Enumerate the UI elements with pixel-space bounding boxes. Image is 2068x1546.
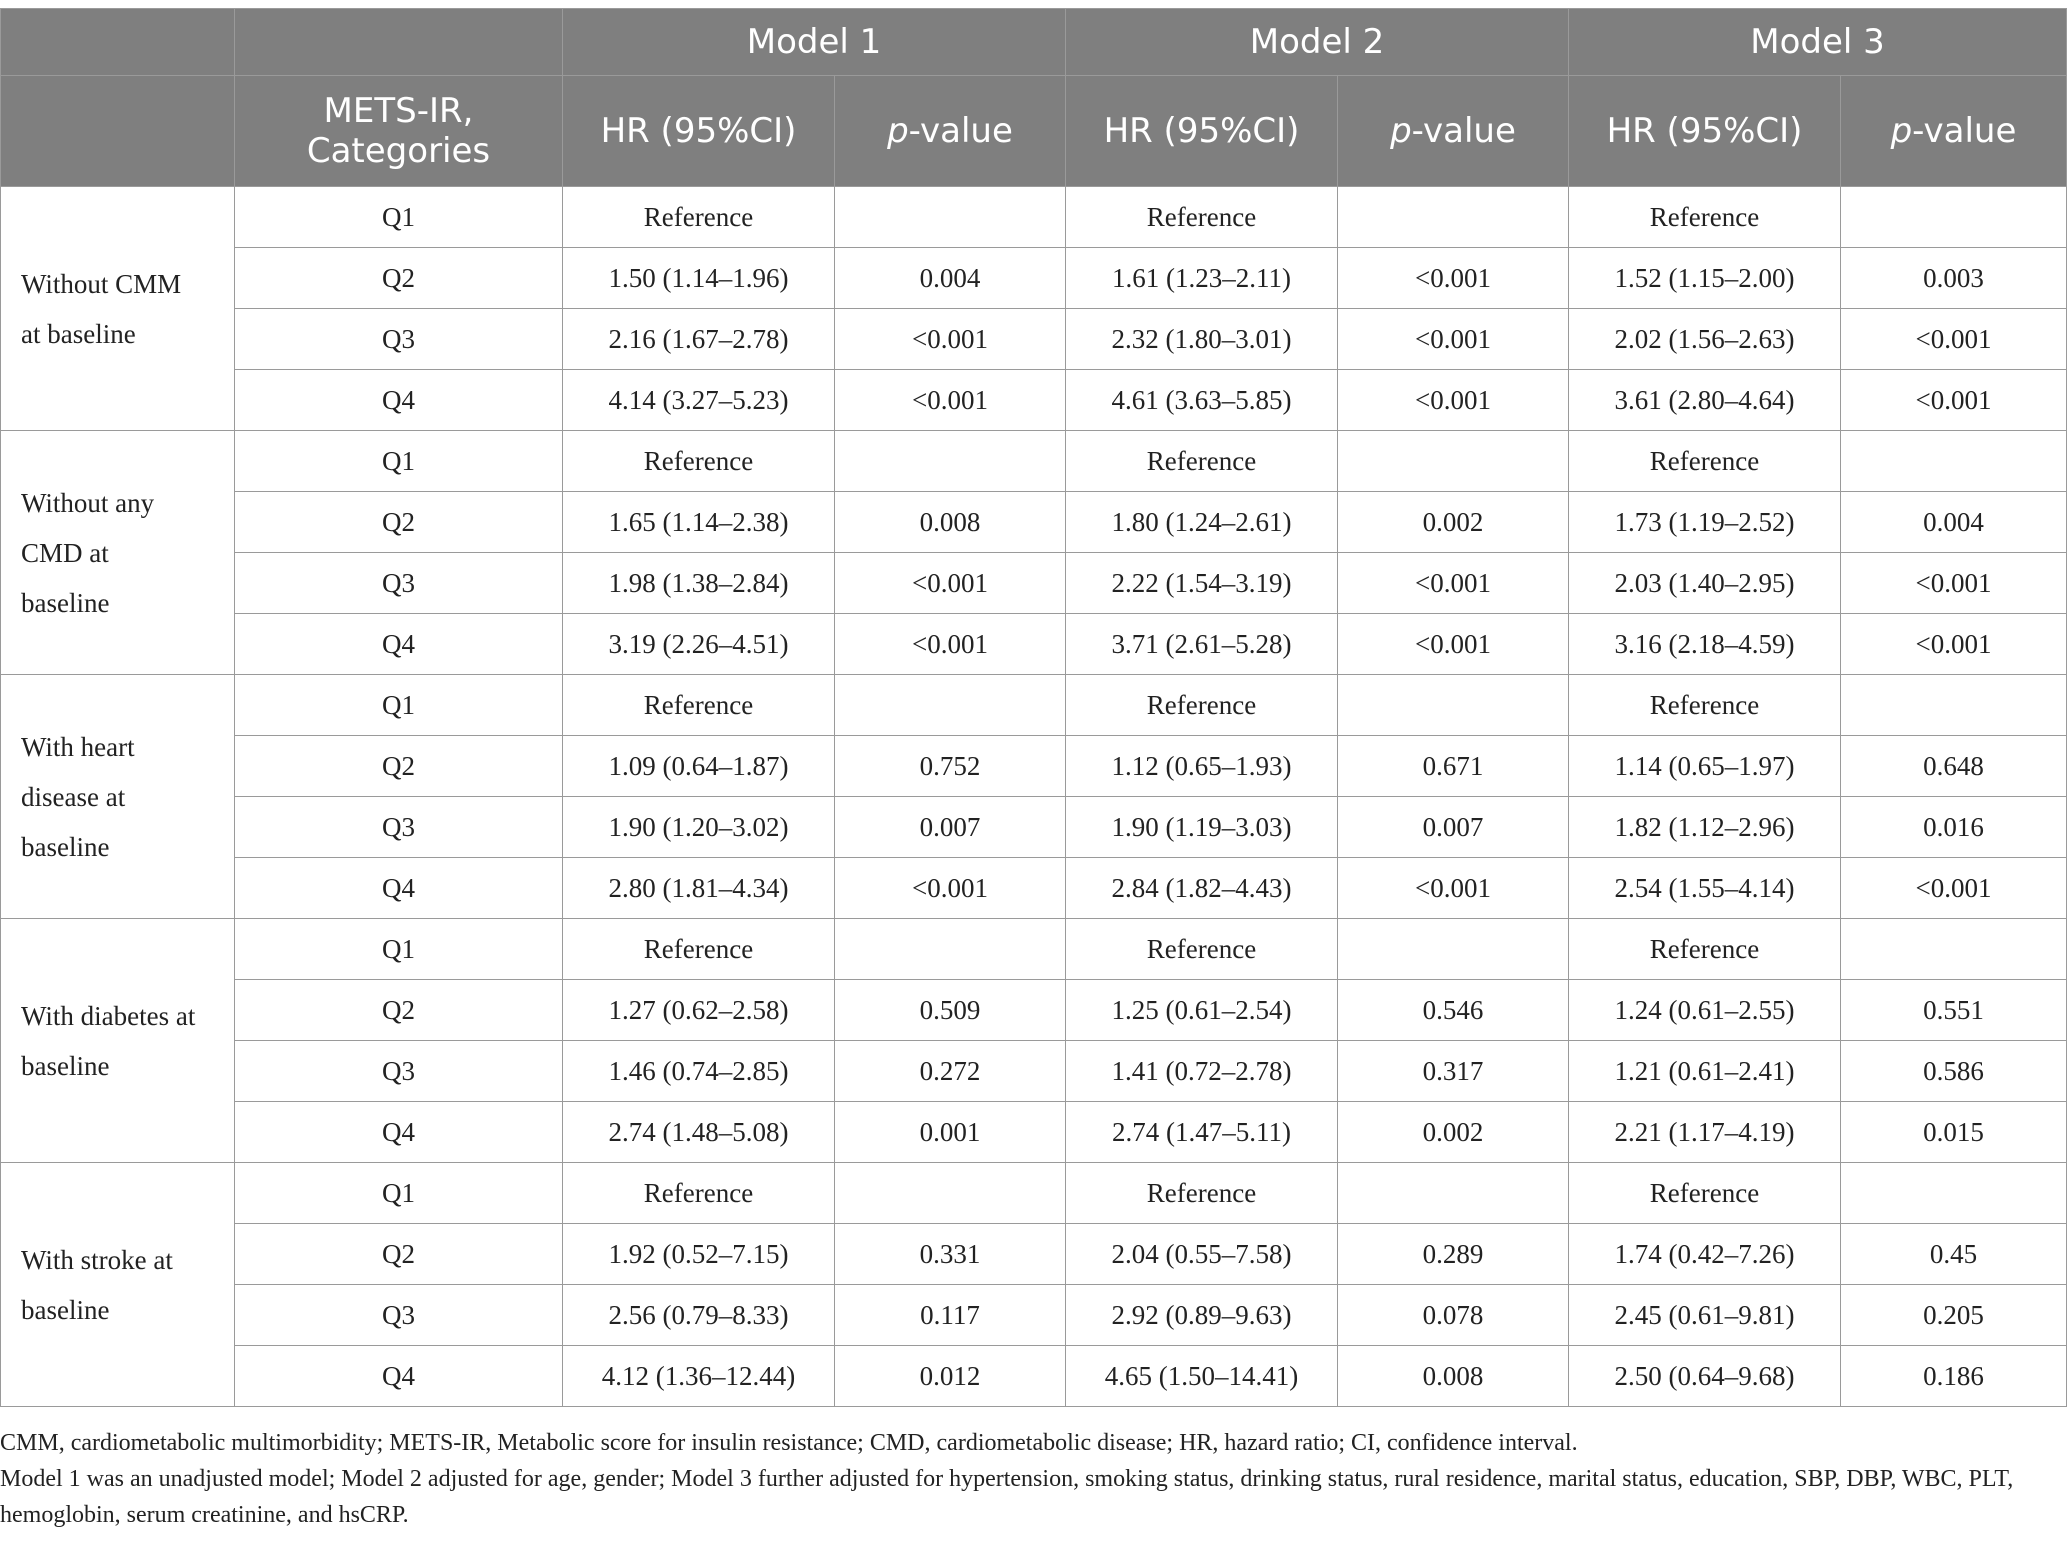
header-model-2: Model 2 bbox=[1066, 9, 1569, 76]
model1-p-cell: 0.007 bbox=[835, 797, 1066, 858]
model2-hr-cell: Reference bbox=[1066, 919, 1338, 980]
model1-p-cell: 0.008 bbox=[835, 492, 1066, 553]
model1-hr-cell: 1.65 (1.14–2.38) bbox=[563, 492, 835, 553]
header-model-1: Model 1 bbox=[563, 9, 1066, 76]
model2-hr-cell: 1.61 (1.23–2.11) bbox=[1066, 248, 1338, 309]
model3-hr-cell: 1.24 (0.61–2.55) bbox=[1569, 980, 1841, 1041]
model2-p-cell: 0.078 bbox=[1338, 1285, 1569, 1346]
model1-hr-cell: 1.46 (0.74–2.85) bbox=[563, 1041, 835, 1102]
model3-p-cell: <0.001 bbox=[1841, 309, 2067, 370]
model1-p-cell bbox=[835, 1163, 1066, 1224]
group-label-line: disease at bbox=[21, 781, 126, 812]
group-label-line: baseline bbox=[21, 587, 110, 618]
model2-p-cell: 0.546 bbox=[1338, 980, 1569, 1041]
model2-hr-cell: 3.71 (2.61–5.28) bbox=[1066, 614, 1338, 675]
header-p-value bbox=[835, 76, 1066, 187]
model2-hr-cell: 4.61 (3.63–5.85) bbox=[1066, 370, 1338, 431]
header-empty-cell bbox=[1, 9, 235, 76]
table-row bbox=[1, 614, 2067, 675]
model2-p-cell: 0.008 bbox=[1338, 1346, 1569, 1407]
quartile-cell: Q4 bbox=[235, 614, 563, 675]
quartile-cell: Q3 bbox=[235, 553, 563, 614]
model1-p-cell: 0.001 bbox=[835, 1102, 1066, 1163]
quartile-cell: Q2 bbox=[235, 736, 563, 797]
model3-hr-cell: 3.61 (2.80–4.64) bbox=[1569, 370, 1841, 431]
header-hr: HR (95%CI) bbox=[1569, 76, 1841, 187]
quartile-cell: Q4 bbox=[235, 858, 563, 919]
group-label-line: Without any bbox=[21, 487, 155, 518]
model2-p-cell: 0.007 bbox=[1338, 797, 1569, 858]
quartile-cell: Q2 bbox=[235, 492, 563, 553]
model3-p-cell bbox=[1841, 187, 2067, 248]
header-p-rest: -value bbox=[1912, 111, 2017, 151]
model1-p-cell: <0.001 bbox=[835, 309, 1066, 370]
model3-p-cell: 0.004 bbox=[1841, 492, 2067, 553]
model2-hr-cell: 1.25 (0.61–2.54) bbox=[1066, 980, 1338, 1041]
model1-hr-cell: Reference bbox=[563, 187, 835, 248]
model2-p-cell: 0.002 bbox=[1338, 492, 1569, 553]
model3-p-cell: 0.015 bbox=[1841, 1102, 2067, 1163]
group-label-line: With stroke at bbox=[21, 1244, 173, 1275]
quartile-cell: Q1 bbox=[235, 919, 563, 980]
model1-hr-cell: 1.09 (0.64–1.87) bbox=[563, 736, 835, 797]
group-label bbox=[1, 919, 235, 1163]
table-row bbox=[1, 1163, 2067, 1224]
model2-p-cell bbox=[1338, 187, 1569, 248]
model3-hr-cell: Reference bbox=[1569, 187, 1841, 248]
results-table bbox=[0, 8, 2067, 1407]
model3-hr-cell: Reference bbox=[1569, 675, 1841, 736]
model1-p-cell bbox=[835, 675, 1066, 736]
model2-hr-cell: Reference bbox=[1066, 1163, 1338, 1224]
model2-hr-cell: 2.74 (1.47–5.11) bbox=[1066, 1102, 1338, 1163]
quartile-cell: Q3 bbox=[235, 797, 563, 858]
table-row bbox=[1, 675, 2067, 736]
table-row bbox=[1, 858, 2067, 919]
model1-p-cell bbox=[835, 919, 1066, 980]
model3-hr-cell: 2.50 (0.64–9.68) bbox=[1569, 1346, 1841, 1407]
model3-hr-cell: 1.73 (1.19–2.52) bbox=[1569, 492, 1841, 553]
model1-hr-cell: 3.19 (2.26–4.51) bbox=[563, 614, 835, 675]
footnote-models: Model 1 was an unadjusted model; Model 2 adjusted for age, gender; Model 3 further adjusted for hypertension, smoking status, drinking status, rural residence, marital status, education, SBP, DBP, WBC, PLT, hemoglobin, serum creatinine, and hsCRP. bbox=[0, 1466, 2014, 1528]
model1-p-cell: <0.001 bbox=[835, 553, 1066, 614]
table-row bbox=[1, 1224, 2067, 1285]
model1-hr-cell: 2.56 (0.79–8.33) bbox=[563, 1285, 835, 1346]
model3-p-cell: 0.551 bbox=[1841, 980, 2067, 1041]
model1-hr-cell: 1.50 (1.14–1.96) bbox=[563, 248, 835, 309]
table-row bbox=[1, 736, 2067, 797]
quartile-cell: Q2 bbox=[235, 248, 563, 309]
model2-hr-cell: 1.41 (0.72–2.78) bbox=[1066, 1041, 1338, 1102]
quartile-cell: Q4 bbox=[235, 370, 563, 431]
model1-p-cell: 0.004 bbox=[835, 248, 1066, 309]
model3-p-cell bbox=[1841, 919, 2067, 980]
model2-hr-cell: 4.65 (1.50–14.41) bbox=[1066, 1346, 1338, 1407]
table-row bbox=[1, 1346, 2067, 1407]
model1-hr-cell: 2.74 (1.48–5.08) bbox=[563, 1102, 835, 1163]
model1-hr-cell: 1.98 (1.38–2.84) bbox=[563, 553, 835, 614]
model2-hr-cell: Reference bbox=[1066, 431, 1338, 492]
model3-p-cell: <0.001 bbox=[1841, 858, 2067, 919]
header-p-rest: -value bbox=[1411, 111, 1516, 151]
table-row bbox=[1, 370, 2067, 431]
quartile-cell: Q4 bbox=[235, 1102, 563, 1163]
header-model-3: Model 3 bbox=[1569, 9, 2067, 76]
quartile-cell: Q3 bbox=[235, 1041, 563, 1102]
quartile-cell: Q2 bbox=[235, 1224, 563, 1285]
header-row-columns bbox=[1, 76, 2067, 187]
table-row bbox=[1, 553, 2067, 614]
model1-hr-cell: 2.80 (1.81–4.34) bbox=[563, 858, 835, 919]
model3-p-cell: <0.001 bbox=[1841, 553, 2067, 614]
model3-p-cell: 0.45 bbox=[1841, 1224, 2067, 1285]
quartile-cell: Q3 bbox=[235, 309, 563, 370]
group-label-line: baseline bbox=[21, 831, 110, 862]
model3-p-cell: 0.205 bbox=[1841, 1285, 2067, 1346]
quartile-cell: Q4 bbox=[235, 1346, 563, 1407]
model1-hr-cell: 4.14 (3.27–5.23) bbox=[563, 370, 835, 431]
model2-hr-cell: 2.32 (1.80–3.01) bbox=[1066, 309, 1338, 370]
quartile-cell: Q1 bbox=[235, 187, 563, 248]
model1-hr-cell: Reference bbox=[563, 431, 835, 492]
group-label bbox=[1, 675, 235, 919]
model3-hr-cell: 1.14 (0.65–1.97) bbox=[1569, 736, 1841, 797]
model3-p-cell bbox=[1841, 675, 2067, 736]
model2-p-cell: 0.671 bbox=[1338, 736, 1569, 797]
header-p-italic: p bbox=[887, 111, 909, 151]
footnotes bbox=[0, 1425, 2066, 1533]
model1-hr-cell: Reference bbox=[563, 919, 835, 980]
model3-hr-cell: 2.02 (1.56–2.63) bbox=[1569, 309, 1841, 370]
model2-hr-cell: 2.04 (0.55–7.58) bbox=[1066, 1224, 1338, 1285]
model1-p-cell: 0.752 bbox=[835, 736, 1066, 797]
group-label-line: With diabetes at bbox=[21, 1000, 196, 1031]
model1-p-cell: <0.001 bbox=[835, 614, 1066, 675]
model1-hr-cell: Reference bbox=[563, 675, 835, 736]
model1-p-cell: 0.117 bbox=[835, 1285, 1066, 1346]
quartile-cell: Q1 bbox=[235, 675, 563, 736]
model3-p-cell: 0.648 bbox=[1841, 736, 2067, 797]
quartile-cell: Q2 bbox=[235, 980, 563, 1041]
model3-hr-cell: 1.82 (1.12–2.96) bbox=[1569, 797, 1841, 858]
model3-hr-cell: 1.21 (0.61–2.41) bbox=[1569, 1041, 1841, 1102]
model3-hr-cell: Reference bbox=[1569, 919, 1841, 980]
header-p-italic: p bbox=[1890, 111, 1913, 151]
header-category bbox=[235, 76, 563, 187]
model3-hr-cell: Reference bbox=[1569, 431, 1841, 492]
header-p-rest: -value bbox=[908, 111, 1013, 151]
model2-p-cell: <0.001 bbox=[1338, 553, 1569, 614]
header-p-value bbox=[1841, 76, 2067, 187]
model1-hr-cell: Reference bbox=[563, 1163, 835, 1224]
model3-hr-cell: 2.45 (0.61–9.81) bbox=[1569, 1285, 1841, 1346]
table-row bbox=[1, 431, 2067, 492]
model3-p-cell bbox=[1841, 1163, 2067, 1224]
footnote-abbreviations: CMM, cardiometabolic multimorbidity; METS-IR, Metabolic score for insulin resistance; CMD, cardiometabolic disease; HR, hazard ratio; CI, confidence interval. bbox=[0, 1430, 1578, 1456]
group-label-line: With heart bbox=[21, 731, 135, 762]
model2-p-cell bbox=[1338, 919, 1569, 980]
table-row bbox=[1, 309, 2067, 370]
table-row bbox=[1, 187, 2067, 248]
model1-hr-cell: 2.16 (1.67–2.78) bbox=[563, 309, 835, 370]
model2-p-cell: <0.001 bbox=[1338, 858, 1569, 919]
table-body bbox=[1, 187, 2067, 1407]
model3-hr-cell: 2.21 (1.17–4.19) bbox=[1569, 1102, 1841, 1163]
model3-hr-cell: 1.74 (0.42–7.26) bbox=[1569, 1224, 1841, 1285]
quartile-cell: Q1 bbox=[235, 1163, 563, 1224]
model1-p-cell: 0.272 bbox=[835, 1041, 1066, 1102]
model1-hr-cell: 4.12 (1.36–12.44) bbox=[563, 1346, 835, 1407]
model3-p-cell: 0.016 bbox=[1841, 797, 2067, 858]
model3-p-cell: <0.001 bbox=[1841, 370, 2067, 431]
model3-hr-cell: 1.52 (1.15–2.00) bbox=[1569, 248, 1841, 309]
model1-p-cell: <0.001 bbox=[835, 370, 1066, 431]
table-row bbox=[1, 492, 2067, 553]
quartile-cell: Q1 bbox=[235, 431, 563, 492]
model3-hr-cell: 2.03 (1.40–2.95) bbox=[1569, 553, 1841, 614]
model2-p-cell: <0.001 bbox=[1338, 248, 1569, 309]
table-row bbox=[1, 248, 2067, 309]
model3-p-cell: 0.186 bbox=[1841, 1346, 2067, 1407]
model2-p-cell: 0.317 bbox=[1338, 1041, 1569, 1102]
header-hr: HR (95%CI) bbox=[1066, 76, 1338, 187]
header-empty-cell bbox=[235, 9, 563, 76]
model2-p-cell: <0.001 bbox=[1338, 614, 1569, 675]
model3-p-cell: 0.586 bbox=[1841, 1041, 2067, 1102]
model2-hr-cell: 1.12 (0.65–1.93) bbox=[1066, 736, 1338, 797]
table-row bbox=[1, 797, 2067, 858]
group-label bbox=[1, 187, 235, 431]
model2-hr-cell: Reference bbox=[1066, 675, 1338, 736]
model2-p-cell: 0.289 bbox=[1338, 1224, 1569, 1285]
model3-p-cell bbox=[1841, 431, 2067, 492]
model1-hr-cell: 1.90 (1.20–3.02) bbox=[563, 797, 835, 858]
model3-hr-cell: 2.54 (1.55–4.14) bbox=[1569, 858, 1841, 919]
model1-hr-cell: 1.92 (0.52–7.15) bbox=[563, 1224, 835, 1285]
header-category-line2: Categories bbox=[306, 131, 491, 171]
model2-hr-cell: 2.92 (0.89–9.63) bbox=[1066, 1285, 1338, 1346]
table-row bbox=[1, 919, 2067, 980]
model2-hr-cell: 2.22 (1.54–3.19) bbox=[1066, 553, 1338, 614]
model2-p-cell: <0.001 bbox=[1338, 309, 1569, 370]
group-label-line: baseline bbox=[21, 1050, 110, 1081]
group-label bbox=[1, 431, 235, 675]
header-p-italic: p bbox=[1390, 111, 1412, 151]
quartile-cell: Q3 bbox=[235, 1285, 563, 1346]
group-label-line: CMD at bbox=[21, 537, 109, 568]
group-label-line: baseline bbox=[21, 1294, 110, 1325]
table-row bbox=[1, 1102, 2067, 1163]
model3-hr-cell: Reference bbox=[1569, 1163, 1841, 1224]
model1-hr-cell: 1.27 (0.62–2.58) bbox=[563, 980, 835, 1041]
group-label-line: at baseline bbox=[21, 318, 136, 349]
model2-p-cell bbox=[1338, 1163, 1569, 1224]
model1-p-cell: 0.331 bbox=[835, 1224, 1066, 1285]
model2-hr-cell: Reference bbox=[1066, 187, 1338, 248]
model2-hr-cell: 2.84 (1.82–4.43) bbox=[1066, 858, 1338, 919]
group-label bbox=[1, 1163, 235, 1407]
header-empty-cell bbox=[1, 76, 235, 187]
model1-p-cell: <0.001 bbox=[835, 858, 1066, 919]
model1-p-cell: 0.509 bbox=[835, 980, 1066, 1041]
model1-p-cell bbox=[835, 431, 1066, 492]
model2-p-cell bbox=[1338, 675, 1569, 736]
model2-p-cell bbox=[1338, 431, 1569, 492]
header-hr: HR (95%CI) bbox=[563, 76, 835, 187]
model1-p-cell bbox=[835, 187, 1066, 248]
model2-p-cell: <0.001 bbox=[1338, 370, 1569, 431]
model2-hr-cell: 1.80 (1.24–2.61) bbox=[1066, 492, 1338, 553]
table-row bbox=[1, 1041, 2067, 1102]
header-category-line1: METS-IR, bbox=[323, 91, 474, 131]
model3-hr-cell: 3.16 (2.18–4.59) bbox=[1569, 614, 1841, 675]
table-row bbox=[1, 980, 2067, 1041]
header-row-models bbox=[1, 9, 2067, 76]
header-p-value bbox=[1338, 76, 1569, 187]
model2-p-cell: 0.002 bbox=[1338, 1102, 1569, 1163]
table-row bbox=[1, 1285, 2067, 1346]
model1-p-cell: 0.012 bbox=[835, 1346, 1066, 1407]
model3-p-cell: <0.001 bbox=[1841, 614, 2067, 675]
group-label-line: Without CMM bbox=[21, 268, 182, 299]
model3-p-cell: 0.003 bbox=[1841, 248, 2067, 309]
model2-hr-cell: 1.90 (1.19–3.03) bbox=[1066, 797, 1338, 858]
